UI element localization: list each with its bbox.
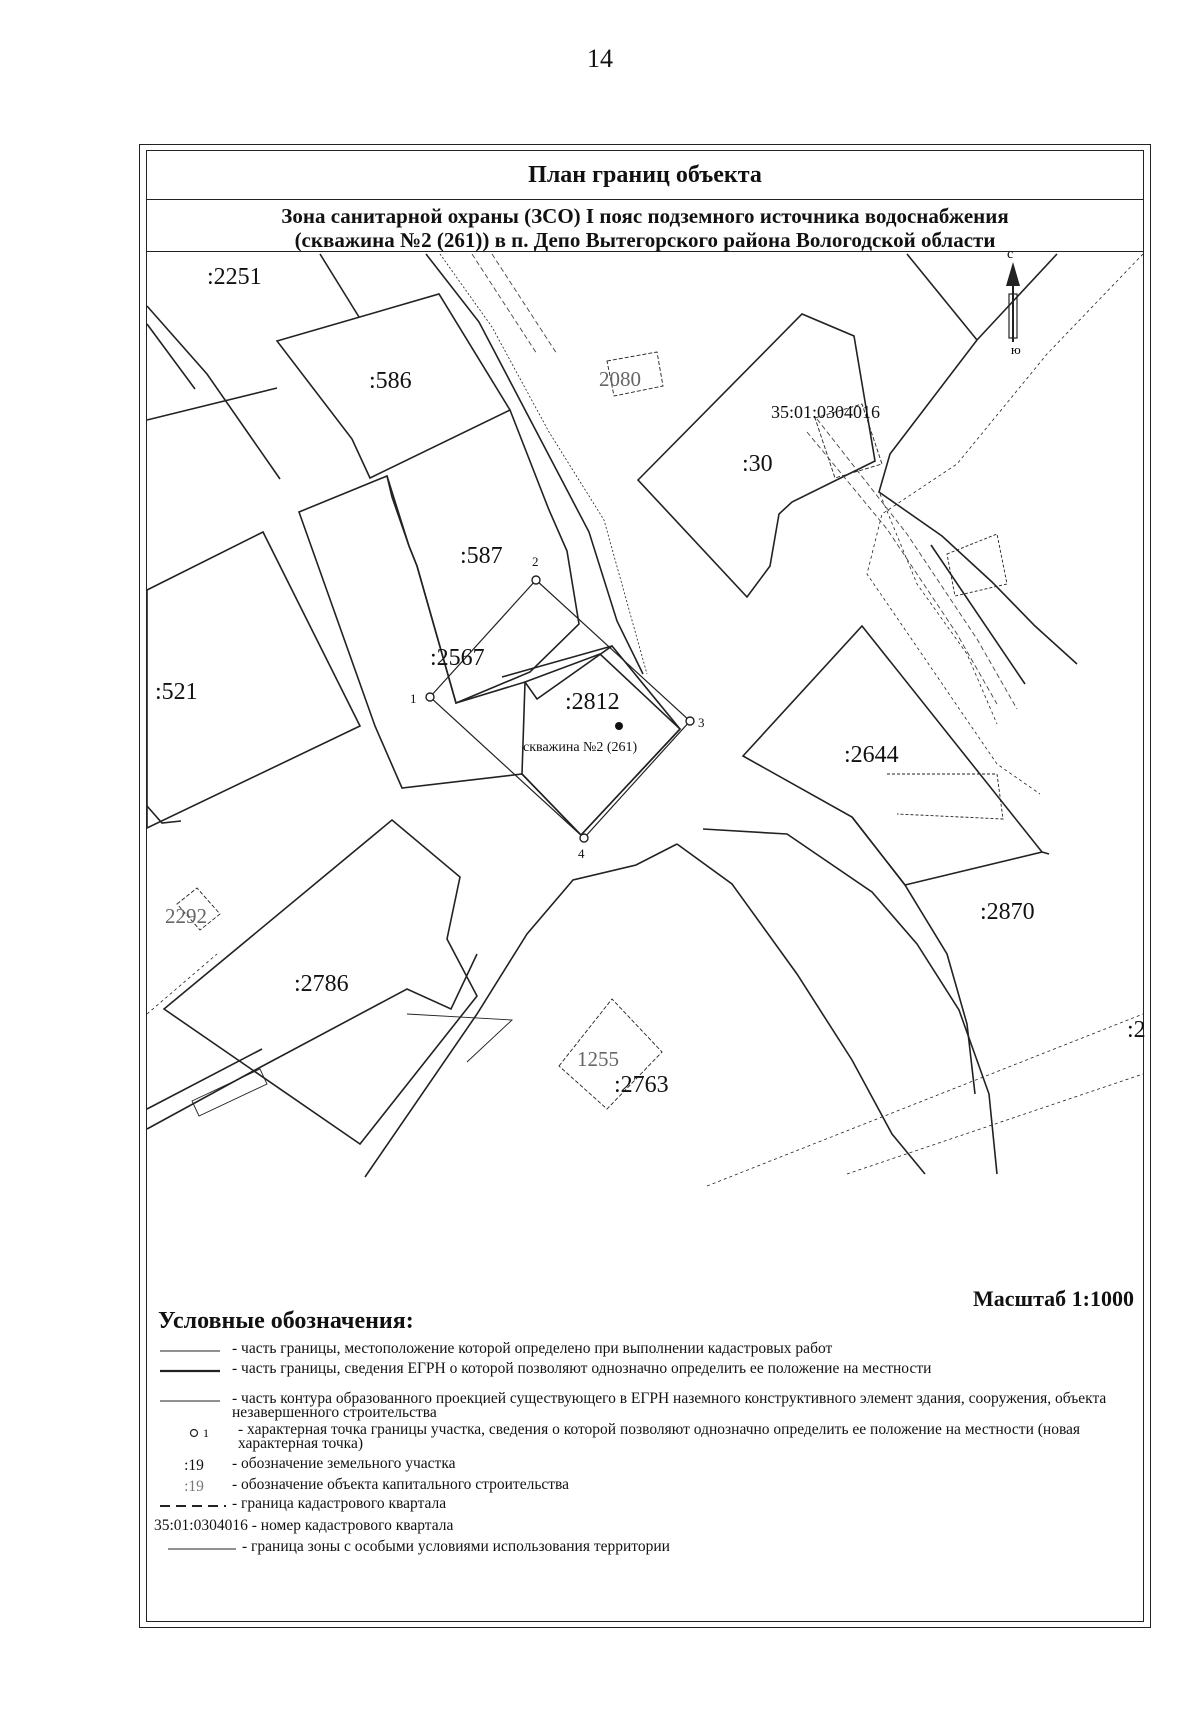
boundary-point-4: [580, 834, 588, 842]
plan-subtitle: [146, 202, 1144, 252]
road-strip-3: [807, 432, 997, 704]
parcel-label-2786: :2786: [294, 971, 349, 997]
building-label-2080: 2080: [599, 367, 641, 391]
legend-point-label: 1: [203, 1426, 209, 1440]
legend-symbol-thick-line: [158, 1362, 230, 1380]
parcel-label-30: :30: [742, 451, 773, 477]
cadastral-map: [147, 247, 1146, 1284]
point-label-2: 2: [532, 554, 539, 569]
legend-text: - граница кадастрового квартала: [232, 1495, 447, 1512]
parcel-boundary-2644-right: [1042, 852, 1049, 854]
boundary-point-1: [426, 693, 434, 701]
boundary-point-3: [686, 717, 694, 725]
quarter-label: 35:01:0304016: [771, 402, 881, 422]
well-label: скважина №2 (261): [523, 740, 638, 755]
legend-symbol-thin-line: [158, 1392, 230, 1410]
subtitle-line-2: (скважина №2 (261)) в п. Депо Вытегорского района Вологодской области: [294, 228, 996, 252]
building-outline-bar: [192, 1069, 267, 1116]
legend-text: - часть границы, местоположение которой определено при выполнении кадастровых работ: [232, 1340, 833, 1357]
south-label: ю: [1011, 342, 1021, 357]
road-line-right: [879, 254, 1077, 664]
parcel-label-521: :521: [155, 679, 198, 705]
building-label-1255: 1255: [577, 1047, 619, 1071]
road-line-1: [426, 254, 643, 674]
road-line-2: [440, 254, 647, 674]
legend-text: - характерная точка границы участка, сведения о которой позволяют однозначно определить ее положение на местности (новая характерная точка): [238, 1421, 1081, 1452]
legend-symbol-thin-line: [158, 1342, 230, 1360]
building-outline-lower: [407, 1014, 512, 1062]
parcel-boundary-2251c: [320, 254, 359, 317]
legend-symbol-point: [158, 1423, 230, 1441]
north-arrow: [1006, 247, 1021, 357]
parcel-boundary-2786-road: [147, 1049, 262, 1109]
road-strip-2: [492, 254, 557, 354]
legend-symbol-label: [158, 1457, 230, 1475]
subtitle-line-1: Зона санитарной охраны (ЗСО) I пояс подземного источника водоснабжения: [281, 204, 1009, 228]
boundary-points: [426, 576, 694, 842]
road-line-lower-2: [703, 829, 997, 1174]
plan-title: План границ объекта: [146, 150, 1144, 200]
legend-text: [154, 1519, 1054, 1533]
road-line-lower-left: [365, 844, 677, 1177]
road-strip-4: [817, 419, 1017, 709]
parcel-label-2870: :2870: [980, 899, 1035, 925]
parcel-boundary-left-top: [147, 388, 277, 420]
point-label-1: 1: [410, 691, 417, 706]
legend-quarter-label: 35:01:0304016: [154, 1517, 248, 1534]
parcel-inner-line-2812: [502, 646, 612, 677]
well-marker: [615, 722, 623, 730]
zone-dashed-lower-right: [707, 1014, 1143, 1186]
legend-text: - граница зоны с особыми условиями использования территории: [242, 1538, 670, 1555]
road-line-lower-1: [677, 844, 925, 1174]
parcel-label-2763: :2763: [614, 1072, 669, 1098]
legend-building-label: :19: [184, 1478, 204, 1495]
parcel-label-2567: :2567: [430, 645, 485, 671]
legend-quarter-text: - номер кадастрового квартала: [251, 1517, 454, 1534]
legend-symbol-label-outline: [158, 1478, 230, 1496]
legend-text: - часть контура образованного проекцией существующего в ЕГРН наземного конструктивного элемент здания, сооружения, объекта незавершенного строительства: [232, 1390, 1107, 1421]
legend-symbol-dashed-line: [158, 1497, 230, 1515]
boundary-point-2: [532, 576, 540, 584]
legend-parcel-label: :19: [184, 1457, 204, 1474]
parcel-label-2812: :2812: [565, 689, 620, 715]
legend-text: - обозначение земельного участка: [232, 1455, 456, 1472]
legend-text: - обозначение объекта капитального строительства: [232, 1476, 570, 1493]
page-number: 14: [587, 44, 613, 73]
parcel-label-586: :586: [369, 368, 412, 394]
zone-boundary-zso: [430, 580, 690, 838]
building-outline-road-box: [947, 534, 1007, 596]
building-label-2292: 2292: [165, 904, 207, 928]
parcel-boundary-right-top: [907, 254, 977, 340]
parcel-label-587: :587: [460, 543, 503, 569]
parcel-label-2251: :2251: [207, 264, 262, 290]
quarter-boundary-dashed-2: [880, 494, 997, 724]
quarter-boundary-dashed: [867, 254, 1143, 794]
north-label: с: [1007, 247, 1014, 262]
road-strip-1: [472, 254, 537, 354]
point-label-4: 4: [578, 846, 585, 861]
point-label-3: 3: [698, 715, 705, 730]
parcel-label-2: :2: [1127, 1017, 1146, 1043]
parcel-boundary-right-mid: [931, 545, 1025, 684]
zone-dashed-lower: [147, 954, 217, 1014]
legend-symbol-thin-line: [166, 1540, 238, 1558]
scale-label: Масштаб 1:1000: [972, 1286, 1134, 1311]
legend-title: Условные обозначения:: [158, 1308, 414, 1334]
road-line-lower-3: [852, 817, 975, 1094]
parcel-label-2644: :2644: [844, 742, 899, 768]
parcel-boundary-2567: [299, 476, 680, 835]
legend-text: - часть границы, сведения ЕГРН о которой позволяют однозначно определить ее положение на местности: [232, 1360, 932, 1377]
